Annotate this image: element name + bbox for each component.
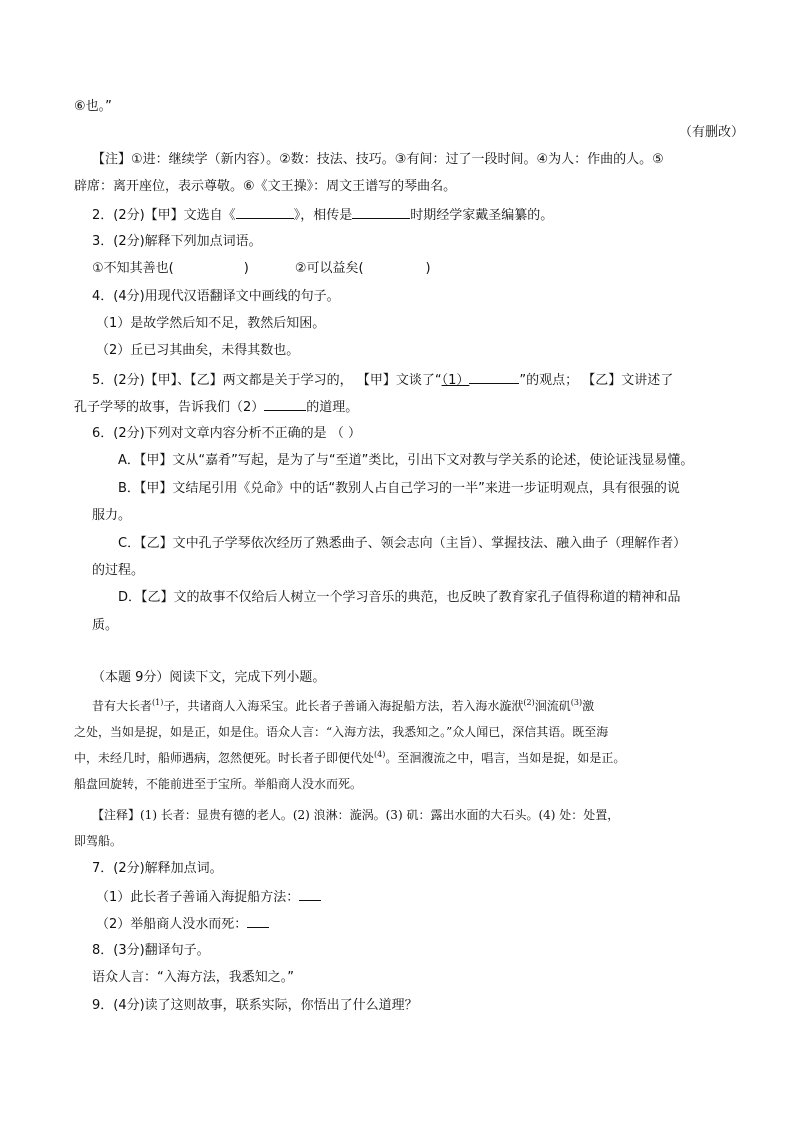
passage-line-1: 昔有大长者$^{(1)}$子，共诸商人入海采宝。此长者子善诵入海捉船方法，若入海水漩洑$^{(2)}$洄流矶$^{(3)}$激 — [92, 698, 595, 713]
question-2: 2．(2分)【甲】文选自《 》，相传是 时期经学家戴圣编纂的。 — [92, 204, 553, 226]
answer-blank[interactable] — [264, 396, 306, 411]
answer-blank[interactable] — [469, 369, 519, 384]
note-line-1: 【注】①进：继续学（新内容）。②数：技法、技巧。③有间：过了一段时间。④为人：作曲的人。⑤ — [92, 152, 664, 167]
option-b-cont: 服力。 — [92, 508, 132, 523]
option-a: A．【甲】文从“嘉肴”写起，是为了与“至道”类比，引出下文对教与学关系的论述，使论证浅显易懂。 — [118, 453, 694, 468]
question-6-stem: 6．(2分)下列对文章内容分析不正确的是 （ ） — [92, 426, 361, 441]
passage-line-3: 中，未经几时，船师遇病，忽然便死。时长者子即便代处$^{(4)}$。至洄澓流之中，唱言，当如是捉，如是正。 — [74, 750, 626, 765]
option-b: B．【甲】文结尾引用《兑命》中的话“教别人占自己学习的一半”来进一步证明观点，具有很强的说 — [118, 481, 680, 496]
option-d-cont: 质。 — [92, 618, 119, 633]
question-9-stem: 9．(4分)读了这则故事，联系实际，你悟出了什么道理？ — [92, 998, 418, 1013]
option-c-cont: 的过程。 — [92, 563, 145, 578]
answer-blank[interactable] — [247, 913, 269, 928]
part-2-intro: （本题 9分）阅读下文，完成下列小题。 — [92, 670, 326, 685]
option-d: D．【乙】文的故事不仅给后人树立一个学习音乐的典范，也反映了教育家孔子值得称道的精神和品 — [118, 590, 681, 605]
note-line-2: 辟席：离开座位，表示尊敬。⑥《文王操》：周文王谱写的琴曲名。 — [74, 179, 457, 194]
option-c: C．【乙】文中孔子学琴依次经历了熟悉曲子、领会志向（主旨）、掌握技法、融入曲子（理解作者） — [118, 536, 687, 551]
question-4-stem: 4．(4分)用现代汉语翻译文中画线的句子。 — [92, 289, 340, 304]
passage-line-2: 之处，当如是捉，如是正，如是住。语众人言：“入海方法，我悉知之。”众人闻已，深信其语。既至海 — [74, 725, 609, 739]
passage-line-4: 船盘回旋转，不能前进至于宝所。举船商人没水而死。 — [74, 777, 363, 791]
question-7-stem: 7．(2分)解释加点词。 — [92, 861, 223, 876]
question-7-sub-2: （2）举船商人没水而死： — [96, 913, 269, 935]
annotation-line-2: 即驾船。 — [74, 834, 123, 848]
question-5-line-2: 孔子学琴的故事，告诉我们（2） 的道理。 — [74, 396, 358, 418]
question-4-sentence-1: （1）是故学然后知不足，教然后知困。 — [96, 316, 326, 331]
answer-blank[interactable] — [299, 886, 321, 901]
answer-blank[interactable] — [236, 204, 294, 219]
question-5-line-1: 5．(2分)【甲】、【乙】两文都是关于学习的， 【甲】文谈了“（1） ”的观点； 【乙】文讲述了 — [92, 369, 673, 391]
question-3-stem: 3．(2分)解释下列加点词语。 — [92, 234, 262, 249]
question-4-sentence-2: （2）丘已习其曲矣，未得其数也。 — [96, 343, 300, 358]
question-3-items: ①不知其善也( ) ②可以益矣( ) — [92, 261, 431, 276]
question-8-sentence: 语众人言：“入海方法，我悉知之。” — [92, 970, 294, 985]
answer-blank[interactable] — [352, 204, 410, 219]
source-note: （有删改） — [678, 125, 744, 140]
annotation-line-1: 【注释】(1) 长者：显贵有德的老人。(2) 浪淋：漩涡。(3) 矶：露出水面的大石头。(4) 处：处置， — [92, 808, 620, 822]
question-8-stem: 8．(3分)翻译句子。 — [92, 943, 210, 958]
passage-fragment: ⑥也。” — [74, 99, 112, 114]
question-7-sub-1: （1）此长者子善诵入海捉船方法： — [96, 886, 321, 908]
